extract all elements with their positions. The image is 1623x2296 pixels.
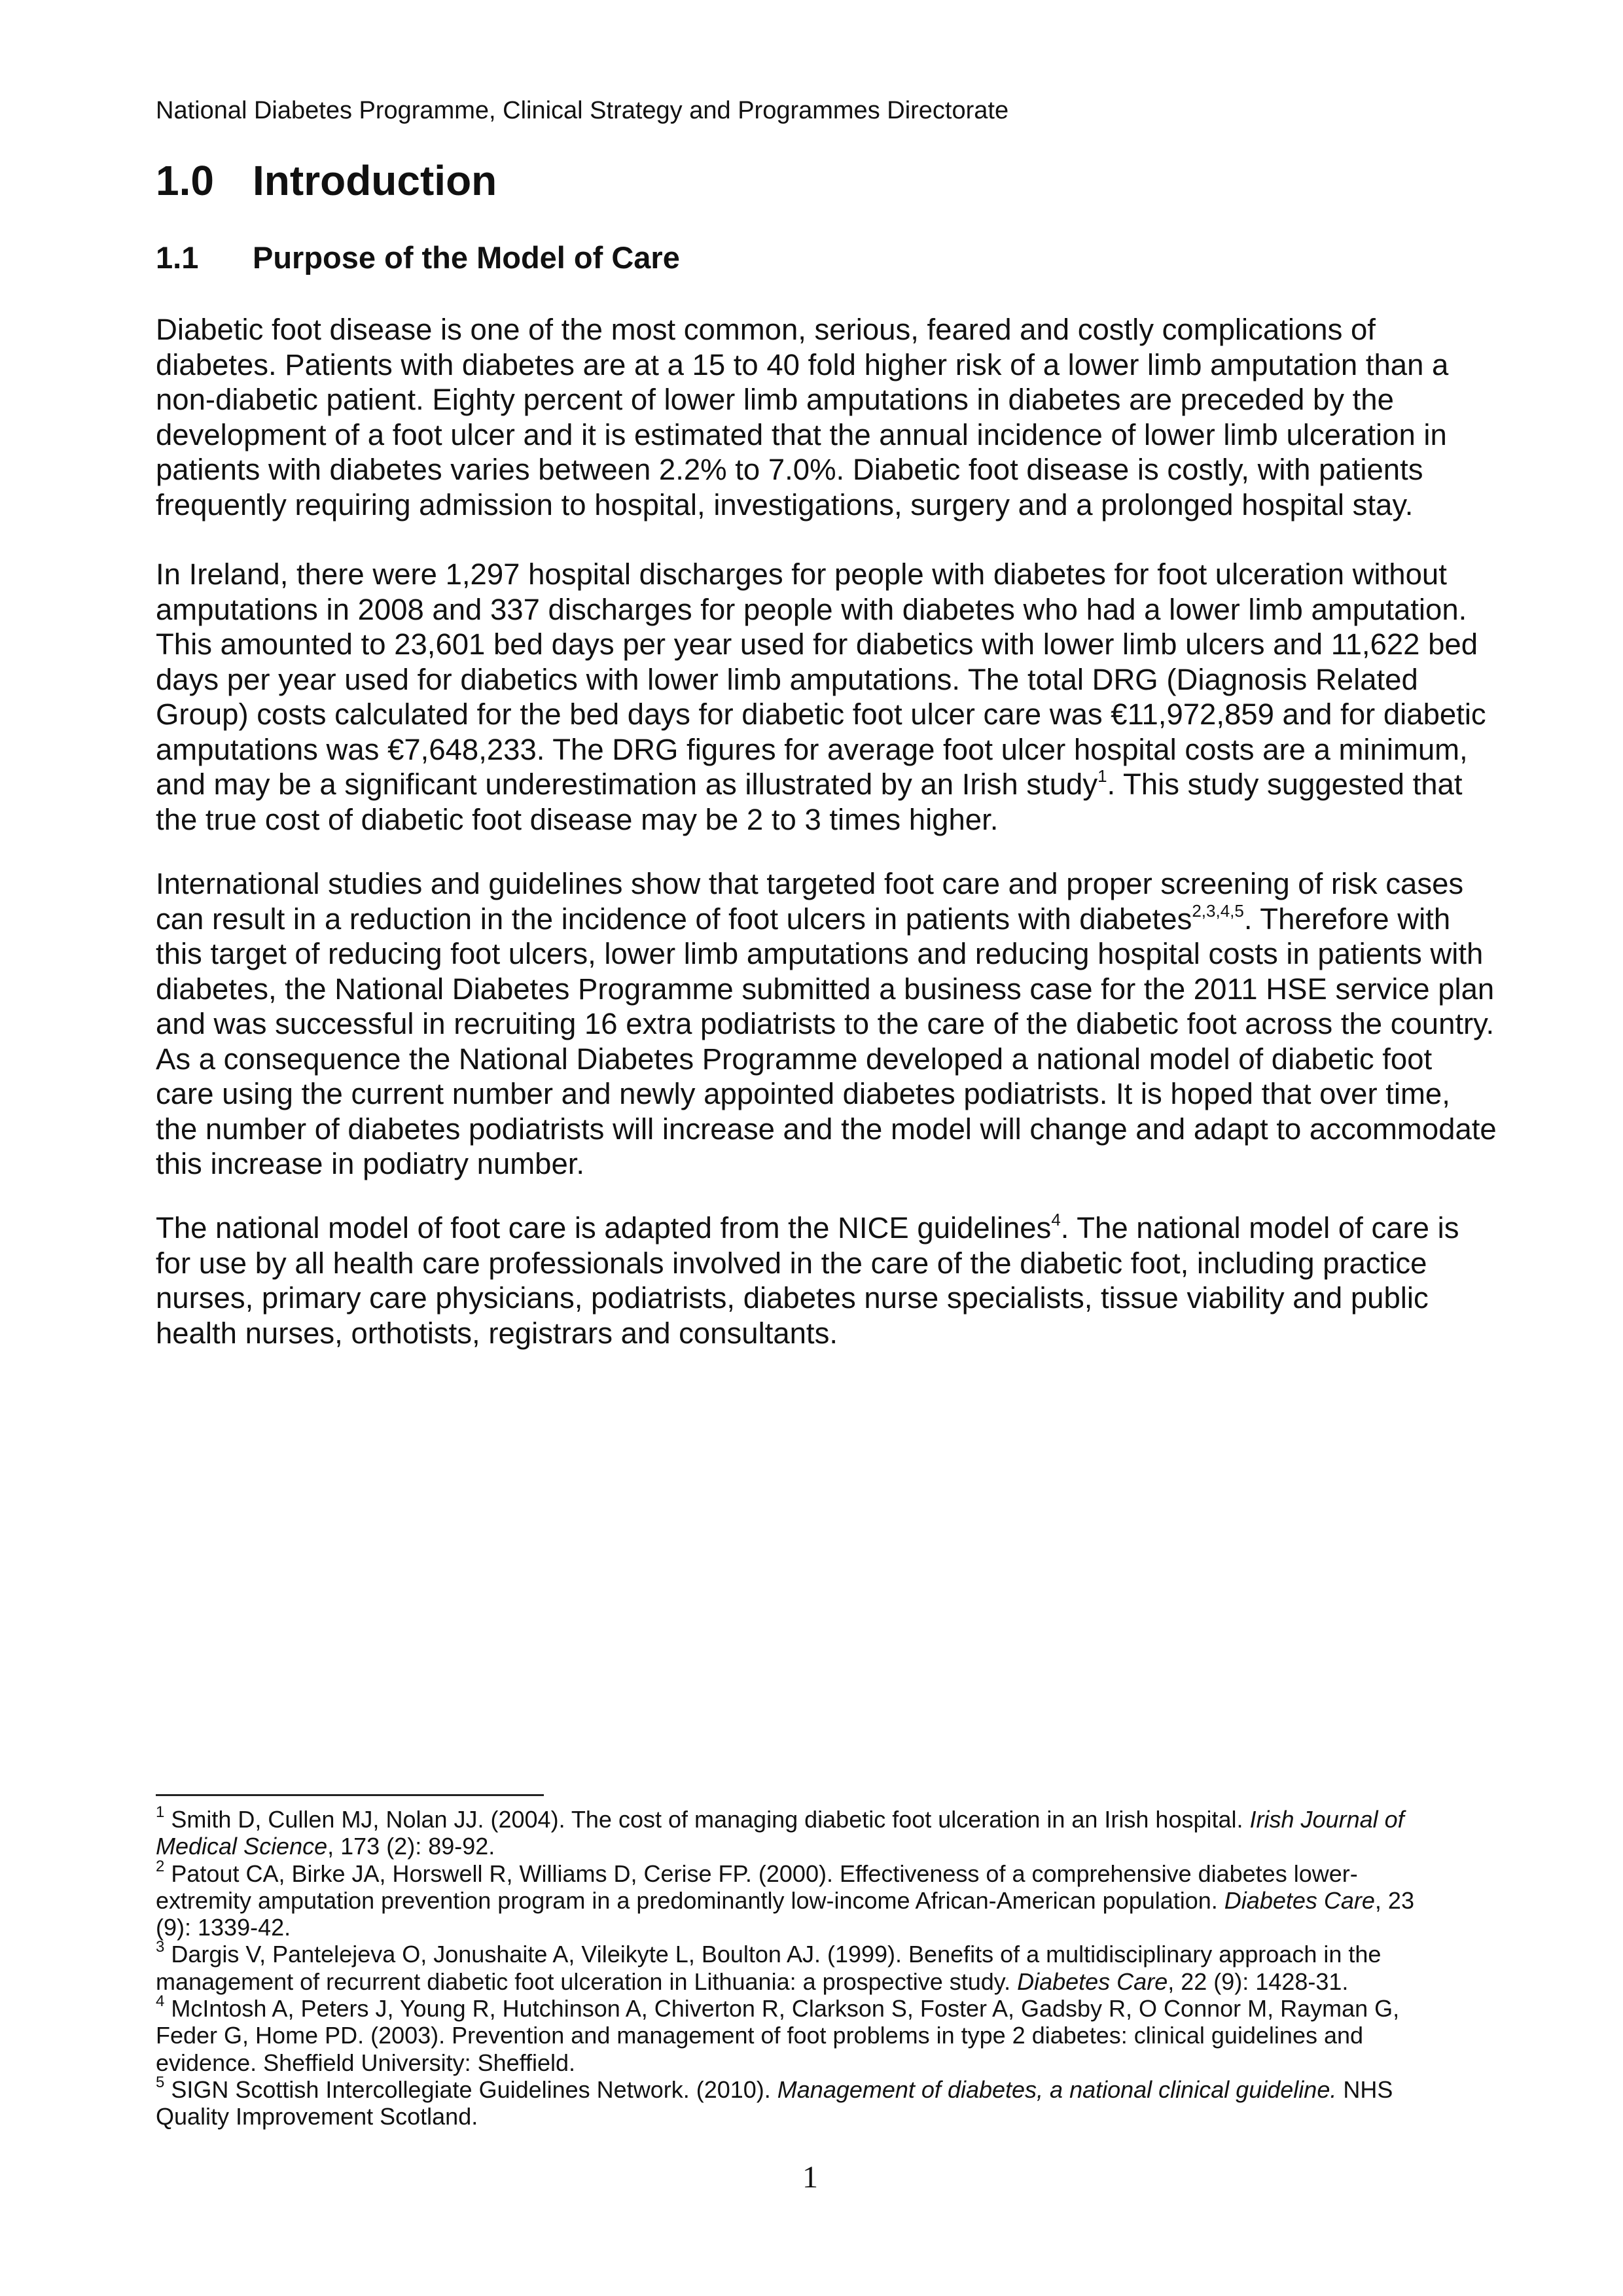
text-run: , 23 (1374, 1886, 1414, 1914)
footnotes (156, 1803, 1504, 2130)
paragraph-line (156, 767, 1504, 802)
paragraph-line (156, 557, 1504, 592)
text-run: the true cost of diabetic foot disease may be 2 to 3 times higher. (156, 802, 999, 836)
section-heading (156, 154, 497, 207)
section-title: Introduction (253, 157, 497, 204)
text-run: nurses, primary care physicians, podiatrists, diabetes nurse specialists, tissue viability and public (156, 1281, 1429, 1315)
citation-superscript: 4 (1051, 1210, 1061, 1229)
text-run: The national model of foot care is adapted from the NICE guidelines (156, 1211, 1052, 1245)
footnote-text: management of recurrent diabetic foot ulceration in Lithuania: a prospective study. (156, 1968, 1018, 1995)
paragraph-line (156, 1112, 1504, 1147)
footnote-text: (9): 1339-42. (156, 1914, 291, 1941)
text-run: and was successful in recruiting 16 extra podiatrists to the care of the diabetic foot across the country. (156, 1007, 1495, 1040)
text-run: amputations in 2008 and 337 discharges for people with diabetes who had a lower limb amputation. (156, 592, 1467, 626)
footnote-marker: 4 (156, 1992, 165, 2011)
paragraph-line (156, 662, 1504, 698)
footnote-line (156, 1803, 1504, 1833)
text-run: In Ireland, there were 1,297 hospital discharges for people with diabetes for foot ulceration without (156, 557, 1447, 591)
paragraph-line (156, 866, 1504, 902)
text-run: care using the current number and newly appointed diabetes podiatrists. It is hoped that over time, (156, 1077, 1450, 1110)
footnote-marker: 5 (156, 2073, 165, 2091)
paragraph-3 (156, 866, 1504, 1182)
footnote-text: Dargis V, Pantelejeva O, Jonushaite A, Vileikyte L, Boulton AJ. (1999). Benefits of a multidisciplinary approach in the (164, 1941, 1382, 1968)
text-run: amputations was €7,648,233. The DRG figures for average foot ulcer hospital costs are a minimum, (156, 732, 1468, 766)
paragraph-line (156, 1210, 1504, 1246)
paragraph-line (156, 382, 1504, 417)
footnote-line (156, 2103, 1504, 2130)
citation-superscript: 1 (1097, 766, 1107, 786)
paragraph-line (156, 972, 1504, 1007)
text-run: the number of diabetes podiatrists will increase and the model will change and adapt to accommodate (156, 1112, 1497, 1146)
paragraph-line (156, 1316, 1504, 1351)
journal-title: Management of diabetes, a national clinical guideline. (777, 2075, 1337, 2103)
footnote-text: Feder G, Home PD. (2003). Prevention and management of foot problems in type 2 diabetes: clinical guidelines and (156, 2022, 1364, 2049)
footnote-text: evidence. Sheffield University: Sheffield. (156, 2049, 576, 2076)
footnote-marker: 3 (156, 1938, 165, 1956)
journal-title: Medical Science (156, 1833, 328, 1860)
text-run: Group) costs calculated for the bed days for diabetic foot ulcer care was €11,972,859 and for diabetic (156, 698, 1486, 731)
footnote-separator (156, 1794, 544, 1796)
footnote-line (156, 1992, 1504, 2022)
footnote-text: Patout CA, Birke JA, Horswell R, Williams D, Cerise FP. (2000). Effectiveness of a comprehensive diabetes lower- (164, 1860, 1358, 1887)
text-run: and may be a significant underestimation as illustrated by an Irish study (156, 768, 1098, 801)
paragraph-line (156, 312, 1504, 347)
footnote-line (156, 1887, 1504, 1914)
text-run: Diabetic foot disease is one of the most common, serious, feared and costly complications of (156, 313, 1376, 346)
footnote-text: McIntosh A, Peters J, Young R, Hutchinson A, Chiverton R, Clarkson S, Foster A, Gadsby R, O Connor M, Rayman G, (164, 1995, 1400, 2022)
paragraph-line (156, 1246, 1504, 1281)
text-run: days per year used for diabetics with lower limb amputations. The total DRG (Diagnosis Related (156, 662, 1418, 696)
paragraph-line (156, 936, 1504, 972)
text-run: International studies and guidelines show that targeted foot care and proper screening of risk cases (156, 867, 1464, 900)
text-run: patients with diabetes varies between 2.2% to 7.0%. Diabetic foot disease is costly, with patients (156, 453, 1423, 486)
footnote-line (156, 1968, 1504, 1995)
footnote-text: Smith D, Cullen MJ, Nolan JJ. (2004). The cost of managing diabetic foot ulceration in an Irish hospital. (164, 1806, 1250, 1833)
text-run: non-diabetic patient. Eighty percent of lower limb amputations in diabetes are preceded by the (156, 383, 1394, 416)
journal-title: Diabetes Care (1017, 1968, 1168, 1995)
text-run: diabetes, the National Diabetes Programme submitted a business case for the 2011 HSE service plan (156, 972, 1495, 1006)
paragraph-line (156, 627, 1504, 662)
citation-superscript: 2,3,4,5 (1192, 900, 1244, 921)
paragraph-1 (156, 312, 1504, 522)
paragraph-line (156, 902, 1504, 937)
paragraph-4 (156, 1210, 1504, 1351)
paragraph-line (156, 802, 1504, 838)
text-run: health nurses, orthotists, registrars and consultants. (156, 1316, 838, 1350)
footnote-line (156, 1833, 1504, 1860)
text-run: frequently requiring admission to hospital, investigations, surgery and a prolonged hospital stay. (156, 487, 1414, 521)
paragraph-line (156, 697, 1504, 732)
text-run: this target of reducing foot ulcers, lower limb amputations and reducing hospital costs in patients with (156, 937, 1484, 970)
text-run: This amounted to 23,601 bed days per year used for diabetics with lower limb ulcers and 11,622 bed (156, 627, 1478, 661)
footnote-line (156, 1938, 1504, 1968)
footnote-marker: 1 (156, 1803, 165, 1821)
paragraph-line (156, 592, 1504, 627)
section-number: 1.0 (156, 157, 214, 204)
paragraph-2 (156, 557, 1504, 837)
text-run: this increase in podiatry number. (156, 1147, 585, 1180)
page-number: 1 (802, 2160, 818, 2195)
subsection-title: Purpose of the Model of Care (253, 240, 680, 275)
footnote-line (156, 2073, 1504, 2103)
footnote-text: , 173 (2): 89-92. (327, 1833, 495, 1860)
text-run: NHS (1336, 2075, 1393, 2103)
footnote-text: Quality Improvement Scotland. (156, 2103, 478, 2130)
footnote-marker: 2 (156, 1857, 165, 1875)
text-run: diabetes. Patients with diabetes are at a 15 to 40 fold higher risk of a lower limb amputation than a (156, 347, 1449, 381)
journal-title: Irish Journal of (1249, 1806, 1404, 1833)
text-run: . This study suggested that (1107, 768, 1463, 801)
paragraph-line (156, 732, 1504, 768)
text-run: for use by all health care professionals involved in the care of the diabetic foot, including practice (156, 1246, 1427, 1280)
subsection-heading (156, 239, 680, 277)
paragraph-line (156, 1006, 1504, 1042)
footnote-line (156, 1914, 1504, 1941)
text-run: As a consequence the National Diabetes Programme developed a national model of diabetic foot (156, 1042, 1433, 1076)
footnote-line (156, 1857, 1504, 1887)
text-run: . Therefore with (1243, 902, 1451, 936)
footnote-line (156, 2022, 1504, 2049)
paragraph-line (156, 487, 1504, 523)
text-run: can result in a reduction in the incidence of foot ulcers in patients with diabetes (156, 902, 1192, 936)
paragraph-line (156, 452, 1504, 487)
footnote-line (156, 2049, 1504, 2076)
paragraph-line (156, 1042, 1504, 1077)
text-run: . The national model of care is (1060, 1211, 1459, 1245)
paragraph-line (156, 1076, 1504, 1112)
paragraph-line (156, 347, 1504, 383)
footnote-text: SIGN Scottish Intercollegiate Guidelines Network. (2010). (164, 2075, 777, 2103)
running-header: National Diabetes Programme, Clinical Strategy and Programmes Directorate (156, 97, 1009, 124)
paragraph-line (156, 1280, 1504, 1316)
text-run: development of a foot ulcer and it is estimated that the annual incidence of lower limb ulceration in (156, 417, 1447, 451)
paragraph-line (156, 1146, 1504, 1182)
text-run: , 22 (9): 1428-31. (1168, 1968, 1349, 1995)
footnote-text: extremity amputation prevention program in a predominantly low-income African-American population. (156, 1886, 1224, 1914)
journal-title: Diabetes Care (1224, 1886, 1375, 1914)
paragraph-line (156, 417, 1504, 453)
subsection-number: 1.1 (156, 240, 199, 275)
